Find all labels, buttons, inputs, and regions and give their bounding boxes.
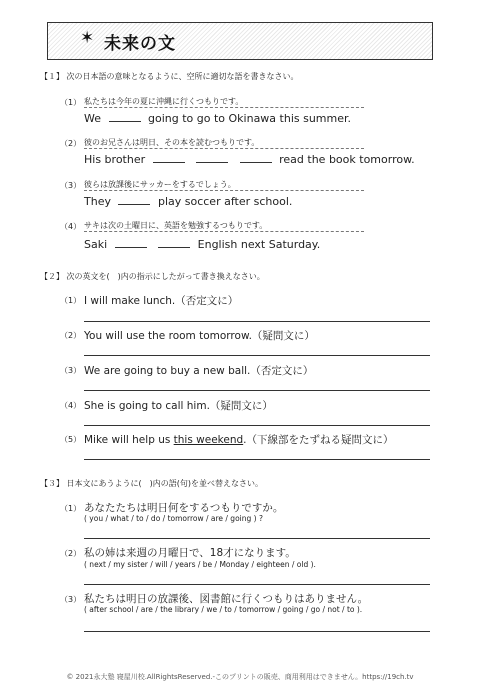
s1-item1-num: （1） [60, 98, 82, 107]
s2-item5-en-post: . [243, 434, 247, 446]
s2-item3-en: We are going to buy a new ball. [84, 365, 251, 377]
s2-item2-en: You will use the room tomorrow. [84, 330, 252, 342]
s2-item1-hint: （否定文に） [175, 295, 239, 307]
s1-item2-blank1[interactable] [153, 153, 185, 163]
s3-item2-num: （2） [60, 549, 82, 558]
s2-item4-hint: （疑問文に） [209, 400, 273, 412]
s2-item2-hint: （疑問文に） [251, 330, 315, 342]
s3-item2-words: ( next / my sister / will / years / be / Monday / eighteen / old ). [84, 560, 316, 569]
s1-item1-blank1[interactable] [109, 112, 141, 122]
s1-item2-num: （2） [60, 139, 82, 148]
s3-item1-answer-line[interactable] [84, 538, 430, 539]
s3-item1-num: （1） [60, 504, 82, 513]
s1-item4-blank1[interactable] [115, 238, 147, 248]
section3-label: 【３】 [40, 479, 64, 488]
s2-item4-num: （4） [60, 401, 82, 410]
s2-item5-num: （5） [60, 435, 82, 444]
s2-item4-answer-line[interactable] [84, 425, 430, 426]
section2-instruction: 次の英文を( )内の指示にしたがって書き換えなさい。 [66, 272, 265, 281]
s1-item4-sentence [84, 238, 320, 251]
copyright-footer: © 2021永大塾 寝屋川校.AllRightsReserved.-このプリントの販売、商用利用はできません。https://19ch.tv [66, 673, 414, 681]
s2-item5-sentence [84, 432, 394, 447]
s1-item1-pre: We [84, 112, 101, 125]
s2-item2-answer-line[interactable] [84, 355, 430, 356]
s2-item1-num: （1） [60, 296, 82, 305]
s1-item1-jp: 私たちは今年の夏に沖縄に行くつもりです。 [84, 96, 364, 108]
section3-instruction: 日本文にあうように( )内の語(句)を並べ替えなさい。 [66, 479, 264, 488]
s2-item3-answer-line[interactable] [84, 390, 430, 391]
s3-item1-words: ( you / what / to / do / tomorrow / are / going ) ? [84, 514, 263, 523]
s1-item4-blank2[interactable] [158, 238, 190, 248]
section1-header [40, 71, 299, 82]
s1-item3-post: play soccer after school. [157, 195, 293, 208]
s1-item1-post: going to go to Okinawa this summer. [148, 112, 352, 125]
s2-item2-sentence [84, 328, 315, 343]
s2-item4-sentence [84, 398, 273, 413]
star-icon: ✶ [80, 28, 95, 48]
s2-item3-hint: （否定文に） [250, 365, 314, 377]
section2-label: 【２】 [40, 272, 64, 281]
s3-item3-answer-line[interactable] [84, 631, 430, 632]
page-title: 未来の文 [104, 34, 176, 54]
s1-item3-num: （3） [60, 181, 82, 190]
s1-item3-pre: They [84, 195, 111, 208]
s2-item3-sentence [84, 363, 313, 378]
s1-item2-pre: His brother [84, 153, 146, 166]
section1-instruction: 次の日本語の意味となるように、空所に適切な語を書きなさい。 [66, 72, 299, 81]
s2-item5-answer-line[interactable] [84, 459, 430, 460]
s2-item5-en-pre: Mike will help us [84, 434, 174, 446]
s2-item5-hint: （下線部をたずねる疑問文に） [246, 434, 394, 446]
s3-item2-answer-line[interactable] [84, 584, 430, 585]
s2-item1-en: I will make lunch. [84, 295, 176, 307]
s1-item2-blank3[interactable] [240, 153, 272, 163]
section1-label: 【１】 [40, 72, 64, 81]
s2-item1-sentence [84, 293, 238, 308]
s2-item3-num: （3） [60, 366, 82, 375]
s1-item2-jp: 彼のお兄さんは明日、その本を読むつもりです。 [84, 137, 364, 149]
s1-item2-sentence [84, 153, 415, 166]
s1-item1-sentence [84, 112, 351, 125]
s1-item3-jp: 彼らは放課後にサッカーをするでしょう。 [84, 179, 364, 191]
s3-item1-jp: あなたたちは明日何をするつもりですか。 [84, 502, 284, 514]
s1-item4-jp: サキは次の土曜日に、英語を勉強するつもりです。 [84, 220, 364, 232]
s2-item4-en: She is going to call him. [84, 400, 210, 412]
s3-item2-jp: 私の姉は来週の月曜日で、18才になります。 [84, 547, 296, 559]
s3-item3-words: ( after school / are / the library / we / to / tomorrow / going / go / not / to ). [84, 605, 363, 614]
s1-item3-blank1[interactable] [118, 195, 150, 205]
s1-item2-post: read the book tomorrow. [279, 153, 415, 166]
s2-item1-answer-line[interactable] [84, 321, 430, 322]
s1-item4-pre: Saki [84, 238, 108, 251]
s1-item4-post: English next Saturday. [197, 238, 321, 251]
s2-item5-underlined: this weekend [173, 434, 244, 446]
s1-item2-blank2[interactable] [196, 153, 228, 163]
section2-header [40, 271, 265, 282]
s1-item3-sentence [84, 195, 292, 208]
section3-header [40, 478, 263, 489]
s2-item2-num: （2） [60, 331, 82, 340]
s3-item3-num: （3） [60, 595, 82, 604]
s1-item4-num: （4） [60, 222, 82, 231]
s3-item3-jp: 私たちは明日の放課後、図書館に行くつもりはありません。 [84, 593, 369, 605]
